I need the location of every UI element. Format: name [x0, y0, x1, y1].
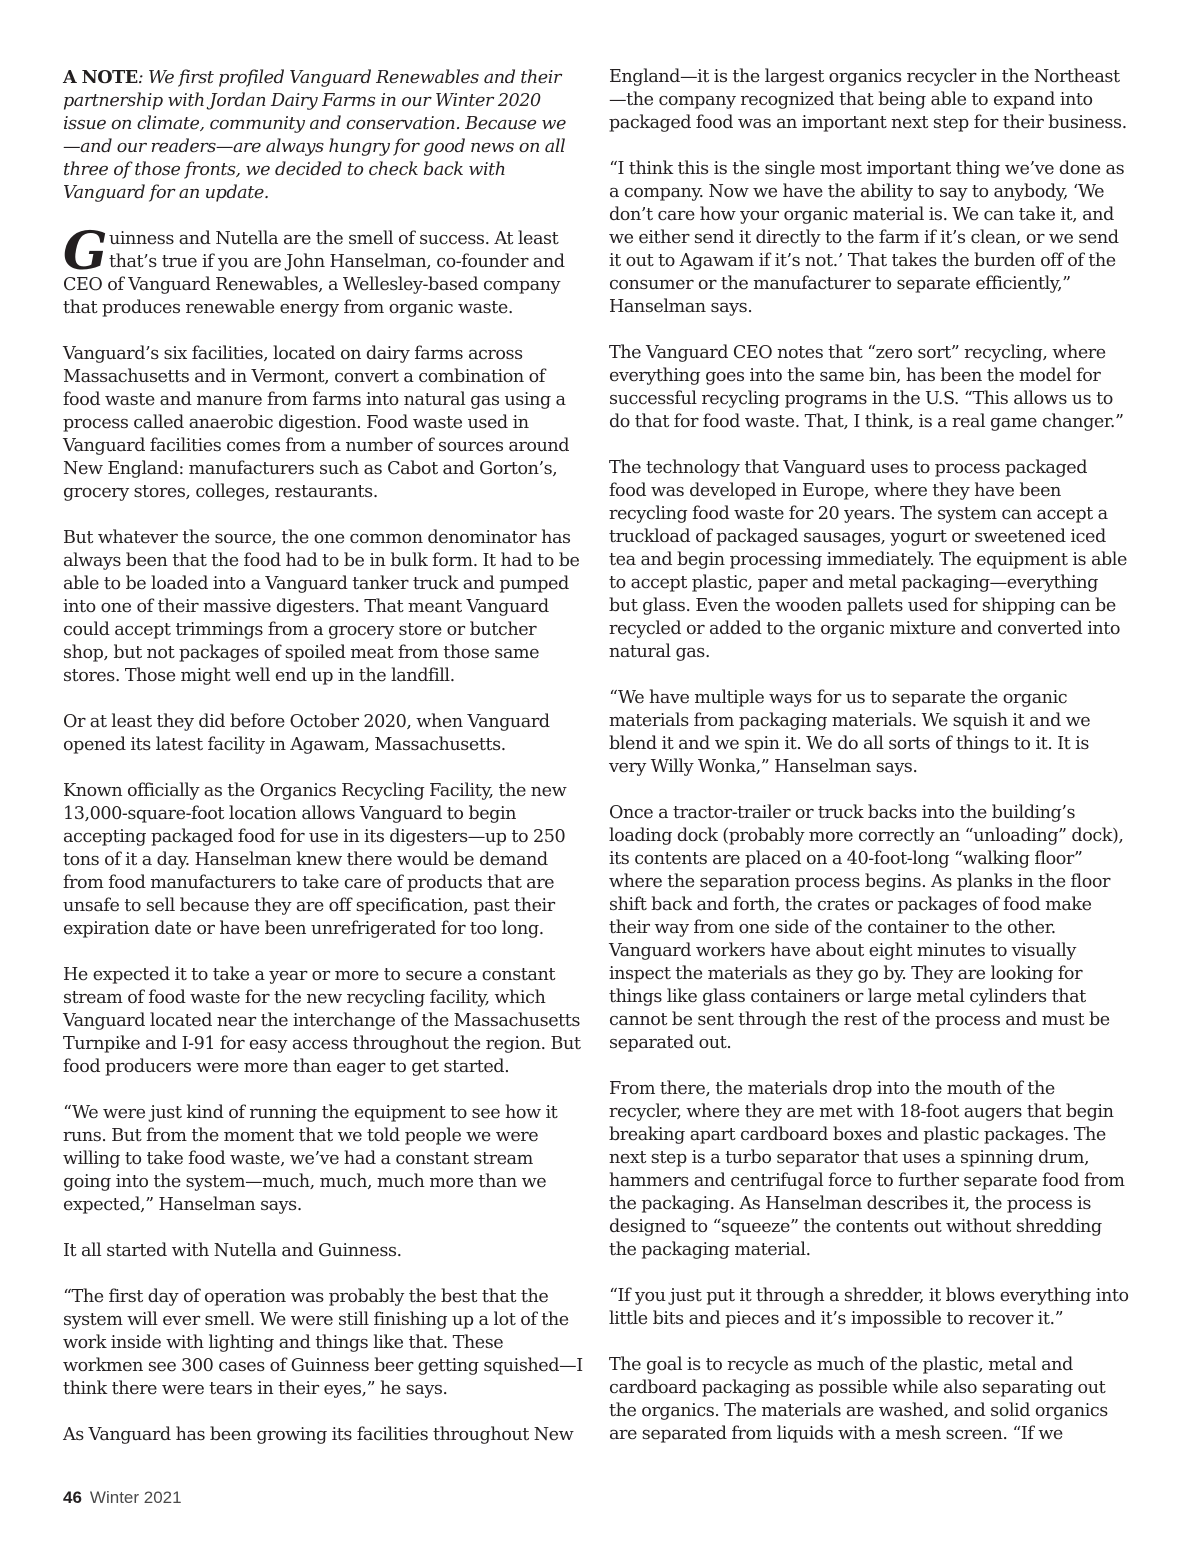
left-column — [63, 66, 583, 1447]
body-paragraph: England—it is the largest organics recycler in the Northeast—the company recognized that being able to expand into packaged food was an important next step for their business. — [609, 67, 1127, 133]
page-number: 46 — [63, 1488, 82, 1507]
body-paragraph: The goal is to recycle as much of the plastic, metal and cardboard packaging as possible while also separating out the organics. The materials are washed, and solid organics are separated from liquids with a mesh screen. “If we — [609, 1355, 1108, 1444]
body-paragraph: Or at least they did before October 2020, when Vanguard opened its latest facility in Agawam, Massachusetts. — [63, 712, 550, 755]
opening-paragraph-text: uinness and Nutella are the smell of success. At least that’s true if you are John Hanselman, co-founder and CEO of Vanguard Renewables, a Wellesley-based company that produces renewable energy from organic waste. — [63, 229, 565, 318]
page-footer — [63, 1488, 182, 1508]
body-paragraph: He expected it to take a year or more to secure a constant stream of food waste for the new recycling facility, which Vanguard located near the interchange of the Massachusetts Turnpike and I-91 for easy access throughout the region. But food producers were more than eager to get started. — [63, 965, 581, 1077]
drop-cap: G — [63, 221, 107, 282]
body-paragraph: From there, the materials drop into the mouth of the recycler, where they are met with 18-foot augers that begin breaking apart cardboard boxes and plastic packages. The next step is a turbo separator that uses a spinning drum, hammers and centrifugal force to further separate food from the packaging. As Hanselman describes it, the process is designed to “squeeze” the contents out without shredding the packaging material. — [609, 1079, 1125, 1260]
body-paragraph: Once a tractor-trailer or truck backs into the building’s loading dock (probably more correctly an “unloading” dock), its contents are placed on a 40-foot-long “walking floor” where the separation process begins. As planks in the floor shift back and forth, the crates or packages of food make their way from one side of the container to the other. Vanguard workers have about eight minutes to visually inspect the materials as they go by. They are looking for things like glass containers or large metal cylinders that cannot be sent through the rest of the process and must be separated out. — [609, 803, 1124, 1053]
editor-note — [63, 66, 583, 205]
body-paragraph: But whatever the source, the one common denominator has always been that the food had to be in bulk form. It had to be able to be loaded into a Vanguard tanker truck and pumped into one of their massive digesters. That meant Vanguard could accept trimmings from a grocery store or butcher shop, but not packages of spoiled meat from those same stores. Those might well end up in the landfill. — [63, 528, 580, 686]
note-text: : We first profiled Vanguard Renewables and their partnership with Jordan Dairy Farms in our Winter 2020 issue on climate, community and conservation. Because we—and our readers—are always hungry for good news on all three of those fronts, we decided to check back with Vanguard for an update. — [63, 68, 566, 203]
right-column — [609, 66, 1129, 1446]
body-paragraph: “We have multiple ways for us to separate the organic materials from packaging materials. We squish it and we blend it and we spin it. We do all sorts of things to it. It is very Willy Wonka,” Hanselman says. — [609, 688, 1091, 777]
body-paragraph: “The first day of operation was probably the best that the system will ever smell. We were still finishing up a lot of the work inside with lighting and things like that. These workmen see 300 cases of Guinness beer getting squished—I think there were tears in their eyes,” he says. — [63, 1287, 583, 1399]
body-paragraph: “We were just kind of running the equipment to see how it runs. But from the moment that we told people we were willing to take food waste, we’ve had a constant stream going into the system—much, much, much more than we expected,” Hanselman says. — [63, 1103, 558, 1215]
body-paragraph: The Vanguard CEO notes that “zero sort” recycling, where everything goes into the same bin, has been the model for successful recycling programs in the U.S. “This allows us to do that for food waste. That, I think, is a real game changer.” — [609, 343, 1124, 432]
body-paragraph: Known officially as the Organics Recycling Facility, the new 13,000-square-foot location allows Vanguard to begin accepting packaged food for use in its digesters—up to 250 tons of it a day. Hanselman knew there would be demand from food manufacturers to take care of products that are unsafe to sell because they are off specification, past their expiration date or have been unrefrigerated for too long. — [63, 781, 567, 939]
opening-paragraph — [63, 221, 583, 320]
note-lead: A NOTE — [63, 67, 138, 88]
body-paragraph: As Vanguard has been growing its facilities throughout New — [63, 1425, 574, 1445]
body-paragraph: It all started with Nutella and Guinness. — [63, 1241, 402, 1261]
body-paragraph: Vanguard’s six facilities, located on dairy farms across Massachusetts and in Vermont, convert a combination of food waste and manure from farms into natural gas using a process called anaerobic digestion. Food waste used in Vanguard facilities comes from a number of sources around New England: manufacturers such as Cabot and Gorton’s, grocery stores, colleges, restaurants. — [63, 344, 570, 502]
body-paragraph: “If you just put it through a shredder, it blows everything into little bits and pieces and it’s impossible to recover it.” — [609, 1286, 1129, 1329]
body-paragraph: The technology that Vanguard uses to process packaged food was developed in Europe, where they have been recycling food waste for 20 years. The system can accept a truckload of packaged sausages, yogurt or sweetened iced tea and begin processing immediately. The equipment is able to accept plastic, paper and metal packaging—everything but glass. Even the wooden pallets used for shipping can be recycled or added to the organic mixture and converted into natural gas. — [609, 458, 1127, 662]
body-paragraph: “I think this is the single most important thing we’ve done as a company. Now we have the ability to say to anybody, ‘We don’t care how your organic material is. We can take it, and we either send it directly to the farm if it’s clean, or we send it out to Agawam if it’s not.’ That takes the burden off of the consumer or the manufacturer to separate efficiently,” Hanselman says. — [609, 159, 1125, 317]
issue-label: Winter 2021 — [89, 1488, 182, 1507]
